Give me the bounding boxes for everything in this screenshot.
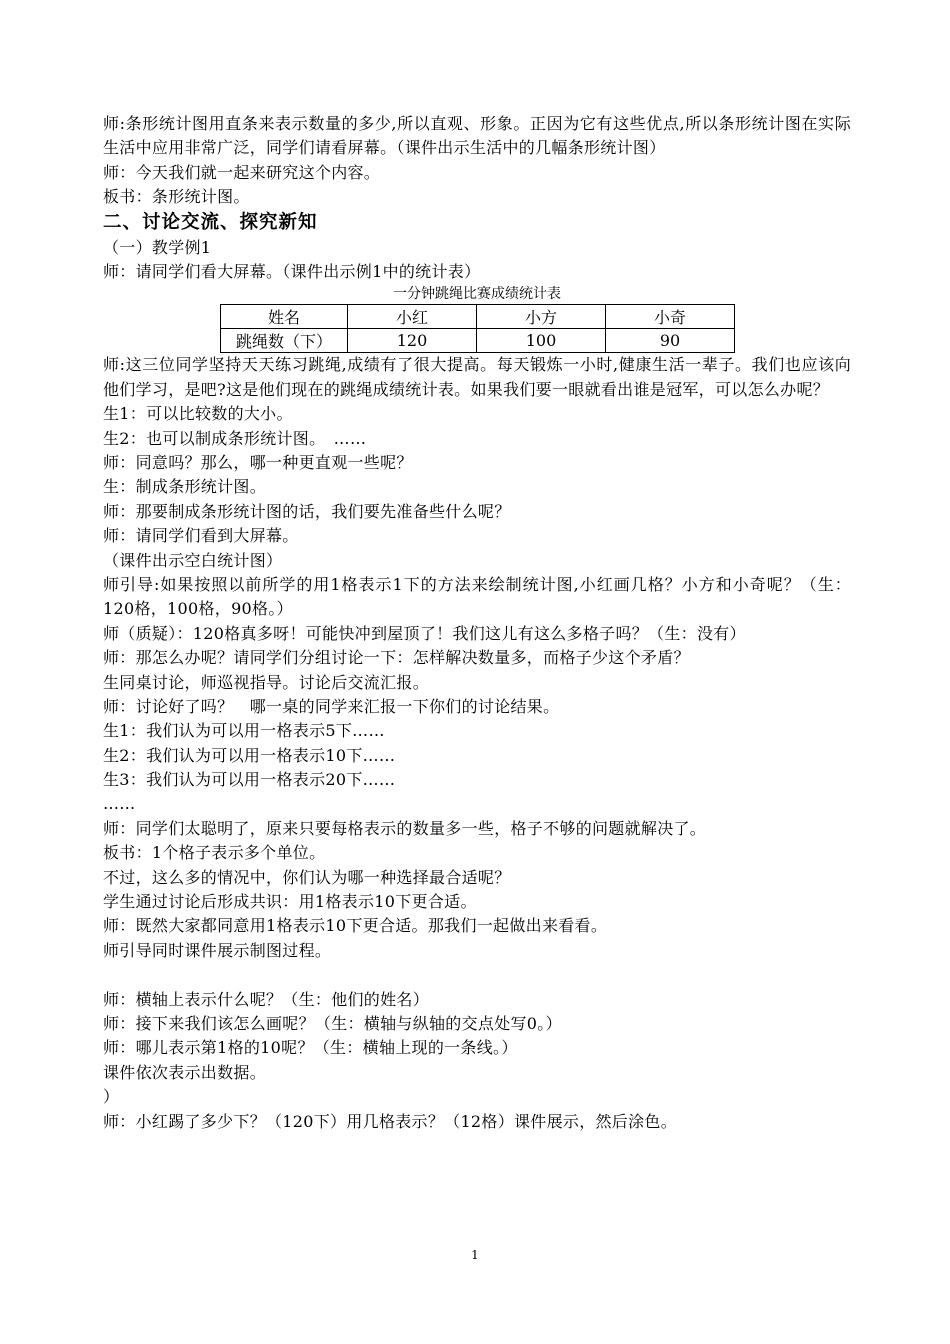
paragraph: 师引导:如果按照以前所学的用1格表示1下的方法来绘制统计图,小红画几格？小方和小奇呢？（生：120格，100格，90格。） [103,574,851,619]
table-header-row [221,305,735,329]
text-line: 师：那要制成条形统计图的话，我们要先准备些什么呢？ [103,501,511,521]
text-line: 师：接下来我们该怎么画呢？（生：横轴与纵轴的交点处写0。） [103,1013,562,1033]
text-line: 师：请同学们看到大屏幕。 [103,526,299,546]
text-line: 生：制成条形统计图。 [103,477,267,497]
text-line: 师：请同学们看大屏幕。（课件出示例1中的统计表） [103,261,481,281]
text-line: …… [103,794,136,814]
text-line: 板书：1个格子表示多个单位。 [103,843,326,863]
stats-table [220,304,735,353]
table-row [221,329,735,353]
text-line: 不过，这么多的情况中，你们认为哪一种选择最合适呢？ [103,867,511,887]
text-line: 师：横轴上表示什么呢？（生：他们的姓名） [103,989,430,1009]
text-line: 生2：我们认为可以用一格表示10下…… [103,745,396,765]
table-caption: 一分钟跳绳比赛成绩统计表 [393,286,561,303]
text-line: 师：今天我们就一起来研究这个内容。 [103,162,381,182]
text-line: 生1：我们认为可以用一格表示5下…… [103,721,385,741]
text-line: 生1：可以比较数的大小。 [103,404,293,424]
table-cell: 小红 [348,305,477,329]
text-line: ） [103,1087,120,1107]
text-line: 师（质疑）：120格真多呀！可能快冲到屋顶了！我们这儿有这么多格子吗？（生：没有） [103,623,746,643]
text-line: 板书：条形统计图。 [103,187,250,207]
text-line: （课件出示空白统计图） [103,550,283,570]
text-line: 师：既然大家都同意用1格表示10下更合适。那我们一起做出来看看。 [103,916,608,936]
section-heading: 二、讨论交流、探究新知 [103,211,318,233]
text-line: 生3：我们认为可以用一格表示20下…… [103,770,396,790]
page-number: 1 [471,1248,479,1262]
text-line: 师：讨论好了吗？ 哪一桌的同学来汇报一下你们的讨论结果。 [103,696,560,716]
text-line: 课件依次表示出数据。 [103,1062,267,1082]
intro-paragraph: 师:条形统计图用直条来表示数量的多少,所以直观、形象。正因为它有这些优点,所以条形统计图在实际生活中应用非常广泛，同学们请看屏幕。（课件出示生活中的几幅条形统计图） [103,114,851,158]
table-cell: 姓名 [221,305,348,329]
table-cell: 跳绳数（下） [221,329,348,353]
table-cell: 100 [477,329,606,353]
text-line: 师引导同时课件展示制图过程。 [103,940,332,960]
table-cell: 小方 [477,305,606,329]
table-cell: 小奇 [606,305,735,329]
document-page [103,112,851,1134]
text-line: 师：小红踢了多少下？（120下）用几格表示？（12格）课件展示，然后涂色。 [103,1111,677,1131]
blank-line [103,963,851,987]
text-line: 学生通过讨论后形成共识：用1格表示10下更合适。 [103,892,477,912]
table-cell: 90 [606,329,735,353]
table-cell: 120 [348,329,477,353]
text-line: 师：同意吗？那么，哪一种更直观一些呢？ [103,452,413,472]
text-line: 师：那怎么办呢？请同学们分组讨论一下：怎样解决数量多，而格子少这个矛盾？ [103,648,690,668]
text-line: 师：同学们太聪明了，原来只要每格表示的数量多一些，格子不够的问题就解决了。 [103,818,707,838]
text-line: （一）教学例1 [103,237,212,257]
text-line: 师：哪儿表示第1格的10呢？（生：横轴上现的一条线。） [103,1038,518,1058]
text-line: 生2：也可以制成条形统计图。 …… [103,428,367,448]
paragraph: 师:这三位同学坚持天天练习跳绳,成绩有了很大提高。每天锻炼一小时,健康生活一辈子。我们也应该向他们学习，是吧?这是他们现在的跳绳成绩统计表。如果我们要一眼就看出谁是冠军，可以怎么办呢？ [103,355,851,399]
text-line: 生同桌讨论，师巡视指导。讨论后交流汇报。 [103,672,430,692]
